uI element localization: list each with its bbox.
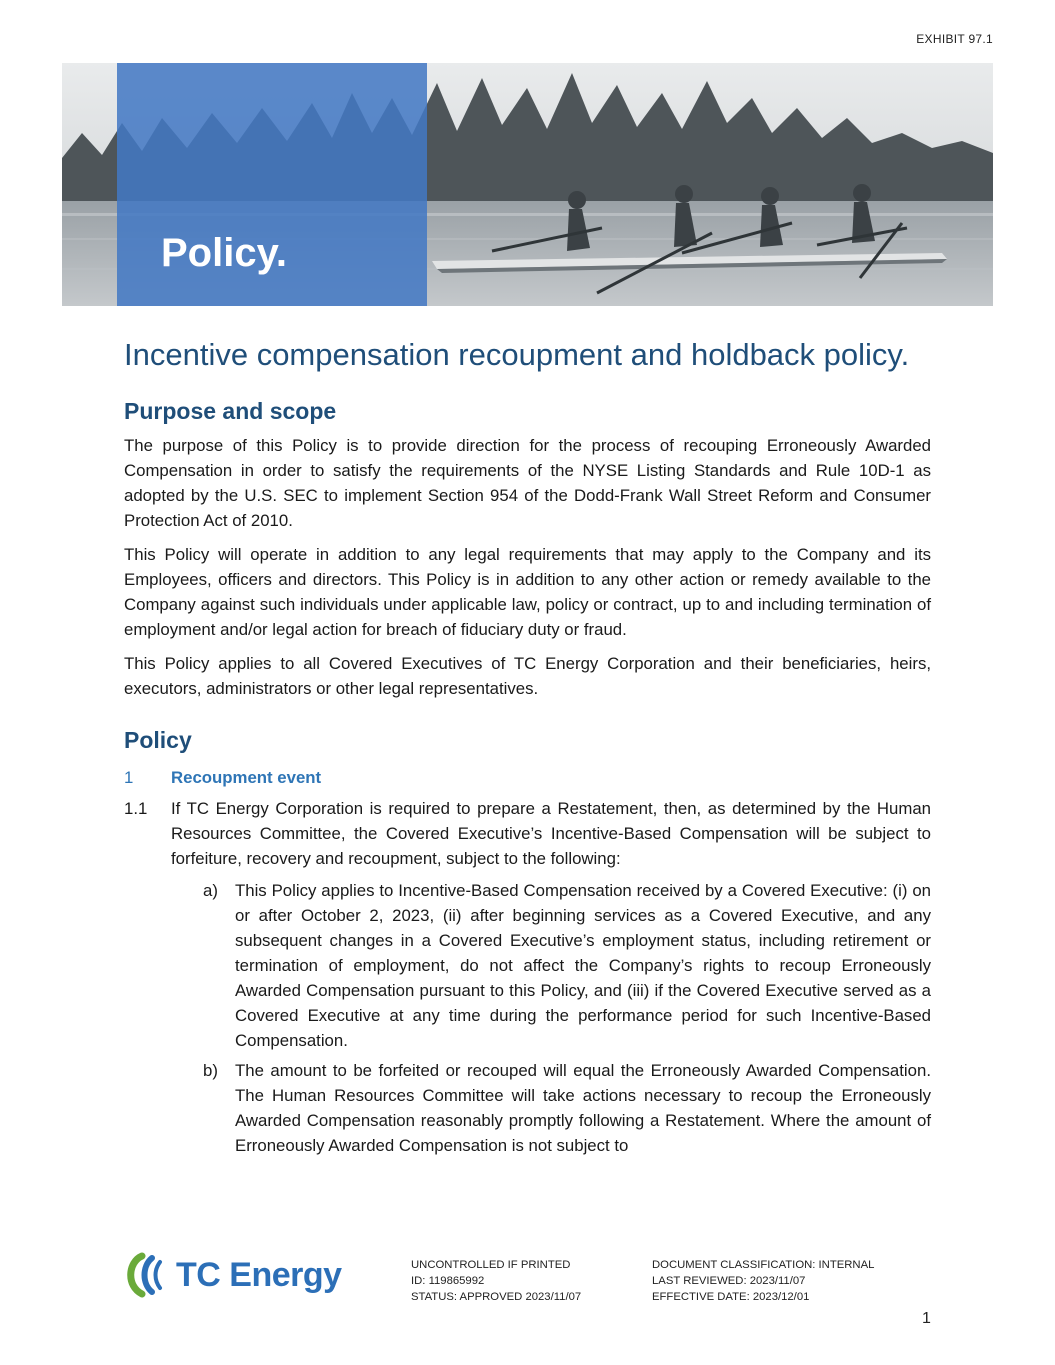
footer-line: UNCONTROLLED IF PRINTED — [411, 1259, 571, 1271]
item-text: This Policy applies to Incentive-Based Compensation received by a Covered Executive: (i) on or after October 2, 2023, (ii) after beginning services as a Covered Executive, and any subsequent changes in a Covered Executive’s employment status, including retirement or termination of employment, do not affect the Company’s rights to recoup Erroneously Awarded Compensation pursuant to this Policy, and (iii) if the Covered Executive served as a Covered Executive at any time during the performance period for such Incentive-Based Compensation. — [235, 881, 931, 1050]
header-banner — [62, 63, 993, 306]
clause — [124, 796, 931, 871]
footer-control-info — [411, 1257, 581, 1305]
footer-line: ID: 119865992 — [411, 1275, 485, 1287]
list-item — [203, 878, 931, 1053]
footer-line: LAST REVIEWED: 2023/11/07 — [652, 1275, 806, 1287]
purpose-paragraph: The purpose of this Policy is to provide direction for the process of recouping Erroneously Awarded Compensation in order to satisfy the requirements of the NYSE Listing Standards and Rule 10D-1 as adopted by the U.S. SEC to implement Section 954 of the Dodd-Frank Wall Street Reform and Consumer Protection Act of 2010. — [124, 436, 931, 530]
section-number: 1 — [124, 768, 134, 787]
clause-text: If TC Energy Corporation is required to prepare a Restatement, then, as determined by the Human Resources Committee, the Covered Executive’s Incentive-Based Compensation will be subject to forfeiture, recovery and recoupment, subject to the following: — [171, 799, 931, 868]
document-body — [124, 398, 931, 1163]
document-title: Incentive compensation recoupment and holdback policy. — [124, 337, 910, 372]
purpose-paragraph: This Policy applies to all Covered Executives of TC Energy Corporation and their beneficiaries, heirs, executors, administrators or other legal representatives. — [124, 654, 931, 698]
purpose-paragraph: This Policy will operate in addition to any legal requirements that may apply to the Company and its Employees, officers and directors. This Policy is in addition to any other action or remedy available to the Company against such individuals under applicable law, policy or contract, up to and including termination of employment and/or legal action for breach of fiduciary duty or fraud. — [124, 545, 931, 639]
tc-energy-logo-mark-icon — [124, 1252, 170, 1298]
footer-line: DOCUMENT CLASSIFICATION: INTERNAL — [652, 1259, 875, 1271]
tc-energy-logo — [124, 1252, 342, 1298]
footer-classification-info — [652, 1257, 874, 1305]
section-heading — [124, 768, 931, 788]
logo-text: TC Energy — [176, 1255, 342, 1294]
page-number: 1 — [922, 1310, 931, 1327]
footer-line: STATUS: APPROVED 2023/11/07 — [411, 1291, 582, 1303]
footer-line: EFFECTIVE DATE: 2023/12/01 — [652, 1291, 810, 1303]
item-label: b) — [203, 1061, 218, 1080]
banner-title: Policy. — [161, 231, 287, 275]
section-title: Recoupment event — [171, 768, 322, 787]
clause-items — [203, 878, 931, 1158]
list-item — [203, 1058, 931, 1158]
item-text: The amount to be forfeited or recouped will equal the Erroneously Awarded Compensation. The Human Resources Committee will take actions necessary to recoup the Erroneously Awarded Compensation reasonably promptly following a Restatement. Where the amount of Erroneously Awarded Compensation is not subject to — [235, 1061, 931, 1155]
exhibit-label: EXHIBIT 97.1 — [916, 32, 993, 46]
clause-number: 1.1 — [124, 799, 148, 818]
item-label: a) — [203, 881, 218, 900]
policy-heading: Policy — [124, 727, 192, 753]
purpose-heading: Purpose and scope — [124, 398, 337, 424]
